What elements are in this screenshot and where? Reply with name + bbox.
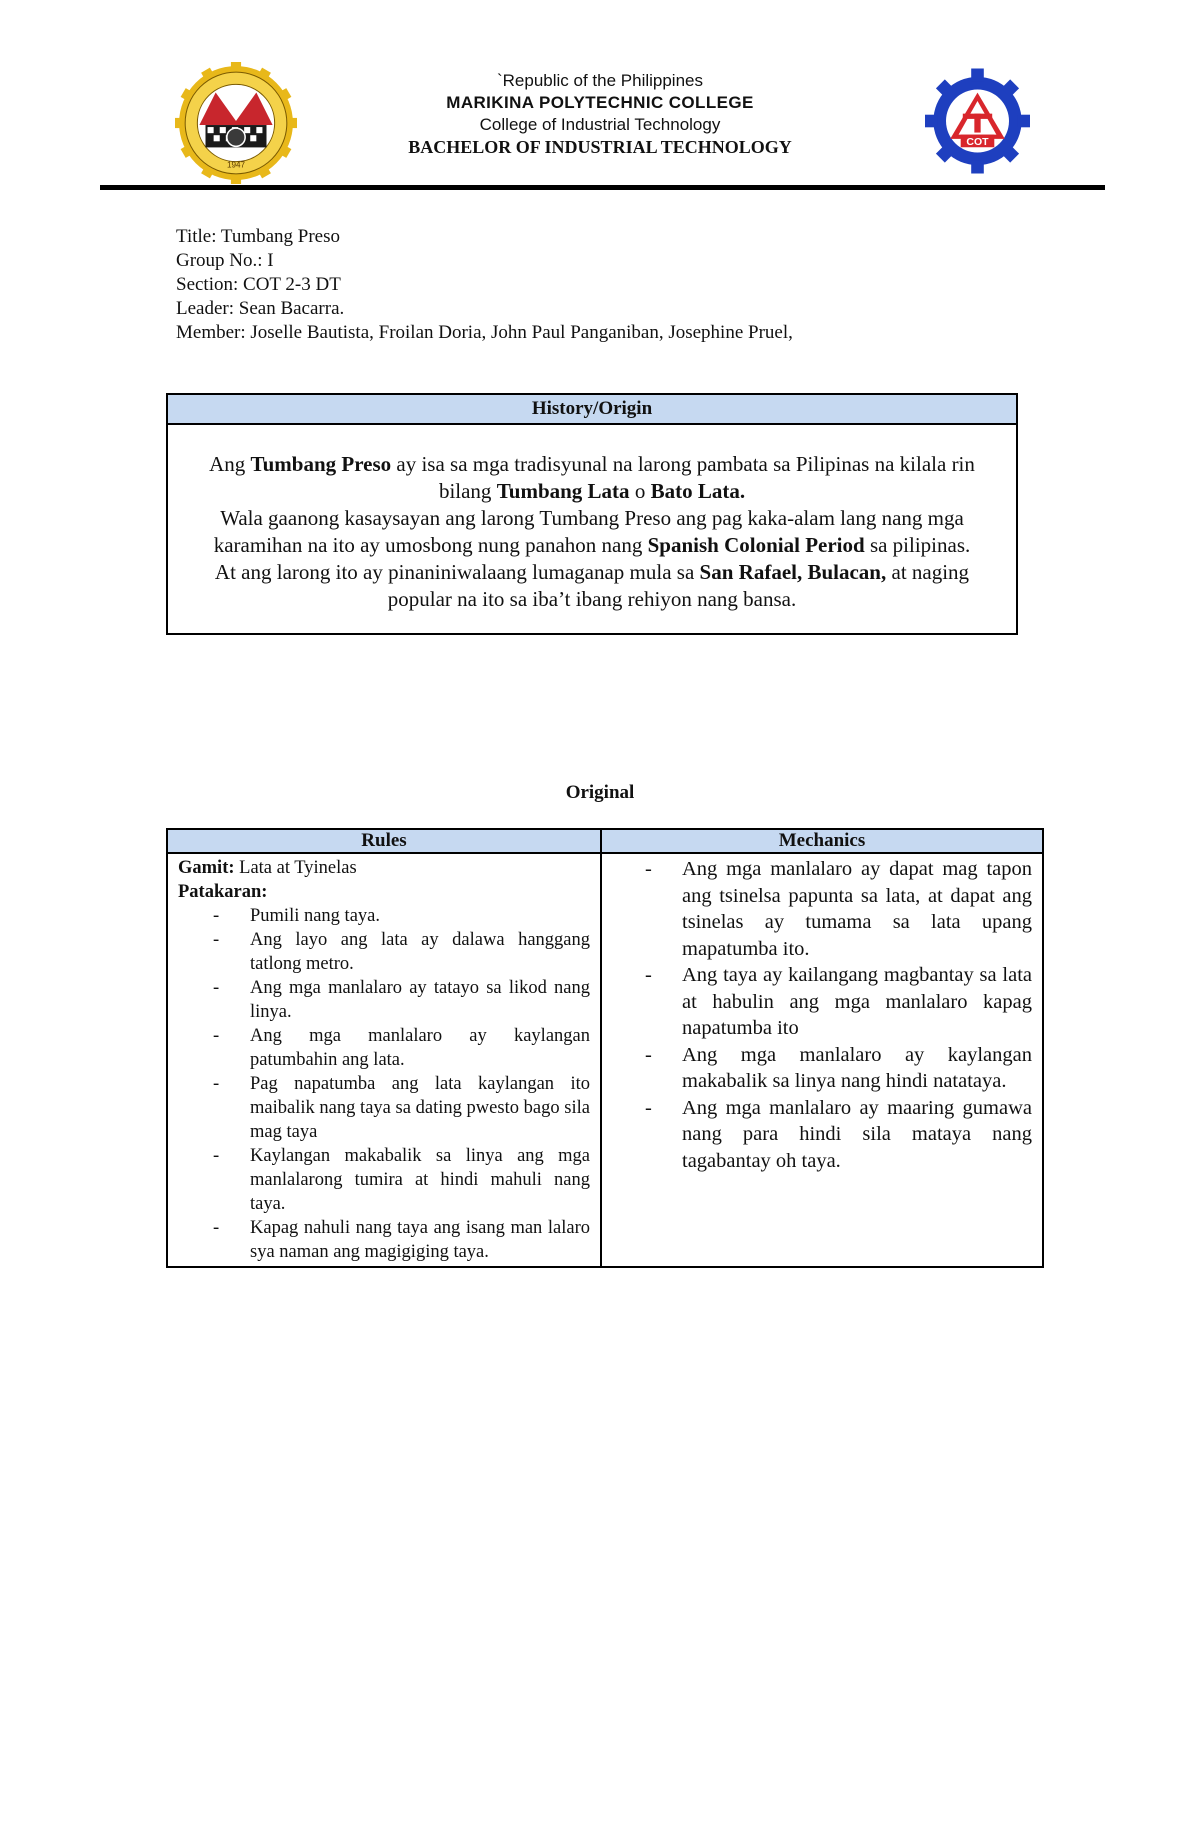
project-title: Title: Tumbang Preso xyxy=(176,226,341,247)
mechanics-cell xyxy=(601,853,1043,1267)
section: Section: COT 2-3 DT xyxy=(176,274,341,295)
history-paragraph-1: Ang Tumbang Preso ay isa sa mga tradisyunal na larong pambata sa Pilipinas na kilala rin bilang Tumbang Lata o Bato Lata. xyxy=(209,452,975,503)
list-item: - Kaylangan makabalik sa linya ang mga manlalarong tumira at hindi mahuli nang taya. xyxy=(178,1144,590,1216)
rules-column-header: Rules xyxy=(167,829,601,853)
header-divider xyxy=(100,185,1105,190)
list-item: - Ang mga manlalaro ay kaylangan patumbahin ang lata. xyxy=(178,1024,590,1072)
header-republic: `Republic of the Philippines xyxy=(496,71,703,90)
leader: Leader: Sean Bacarra. xyxy=(176,298,345,319)
cot-gear-logo-icon xyxy=(925,65,1030,177)
document-header xyxy=(380,70,820,158)
cot-logo-text: COT xyxy=(966,136,989,149)
list-item: - Pumili nang taya. xyxy=(178,904,590,928)
mpc-seal-logo-icon xyxy=(175,62,297,184)
original-heading: Original xyxy=(565,782,635,803)
history-body xyxy=(168,425,1016,633)
mechanics-list xyxy=(612,856,1032,1174)
list-item: - Ang mga manlalaro ay maaring gumawa nang para hindi sila mataya nang tagabantay oh taya. xyxy=(612,1095,1032,1175)
history-paragraph-2: Wala gaanong kasaysayan ang larong Tumbang Preso ang pag kaka-alam lang nang mga karamihan na ito ay umosbong nung panahon nang Spanish Colonial Period sa pilipinas. xyxy=(213,506,971,557)
header-college-name: MARIKINA POLYTECHNIC COLLEGE xyxy=(446,93,754,112)
header-department: College of Industrial Technology xyxy=(479,115,721,134)
rules-mechanics-table xyxy=(166,828,1044,1268)
patakaran-label: Patakaran: xyxy=(178,882,268,902)
list-item: - Ang mga manlalaro ay kaylangan makabalik sa linya nang hindi natataya. xyxy=(612,1042,1032,1095)
history-paragraph-3: At ang larong ito ay pinaniniwalaang lumaganap mula sa San Rafael, Bulacan, at naging popular na ito sa iba’t ibang rehiyon nang bansa. xyxy=(214,560,970,611)
list-item: - Ang mga manlalaro ay dapat mag tapon ang tsinelsa papunta sa lata, at dapat ang tsinelas ay tumama sa lata upang mapatumba ito. xyxy=(612,856,1032,962)
seal-year-text: 1947 xyxy=(226,160,246,170)
list-item: - Pag napatumba ang lata kaylangan ito maibalik nang taya sa dating pwesto bago sila mag taya xyxy=(178,1072,590,1144)
header-program: BACHELOR OF INDUSTRIAL TECHNOLOGY xyxy=(408,137,792,157)
project-info xyxy=(176,225,793,345)
history-heading: History/Origin xyxy=(168,395,1016,425)
rules-list xyxy=(178,904,590,1264)
gamit-line: Gamit: Lata at Tyinelas xyxy=(178,858,357,878)
mechanics-column-header: Mechanics xyxy=(601,829,1043,853)
list-item: - Kapag nahuli nang taya ang isang man lalaro sya naman ang magigiging taya. xyxy=(178,1216,590,1264)
list-item: - Ang taya ay kailangang magbantay sa lata at habulin ang mga manlalaro kapag napatumba ito xyxy=(612,962,1032,1042)
list-item: - Ang layo ang lata ay dalawa hanggang tatlong metro. xyxy=(178,928,590,976)
list-item: - Ang mga manlalaro ay tatayo sa likod nang linya. xyxy=(178,976,590,1024)
rules-cell xyxy=(167,853,601,1267)
group-number: Group No.: I xyxy=(176,250,274,271)
members: Member: Joselle Bautista, Froilan Doria, John Paul Panganiban, Josephine Pruel, xyxy=(176,322,793,343)
history-box xyxy=(166,393,1018,635)
